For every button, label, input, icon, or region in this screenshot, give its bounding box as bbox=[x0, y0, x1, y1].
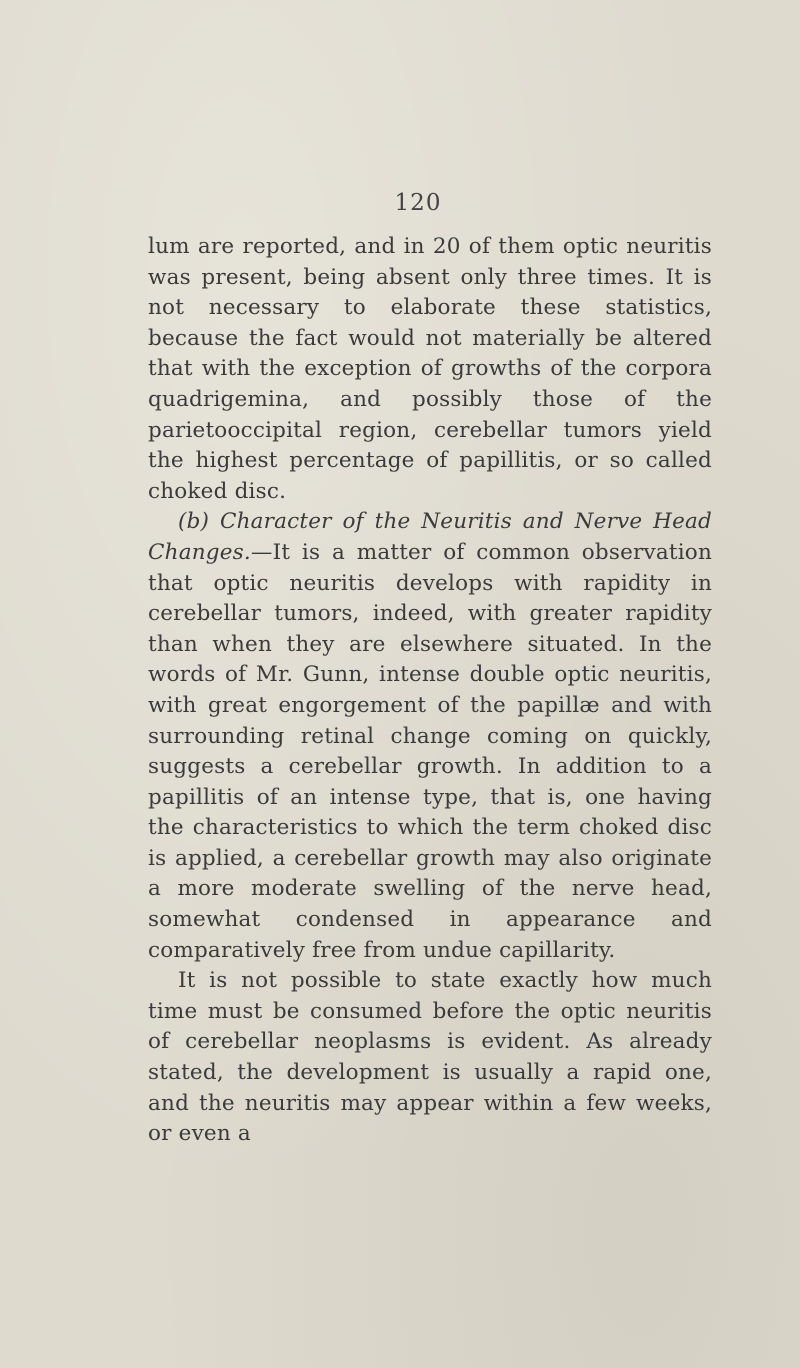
page-number: 120 bbox=[394, 190, 442, 216]
section-heading: (b) Character of the Neuritis and Nerve Head Changes. bbox=[148, 509, 712, 565]
body-text bbox=[148, 232, 712, 1150]
paragraph-3: It is not possible to state exactly how much time must be consumed before the optic neuritis of cerebellar neoplasms is evident. As already stated, the development is usually a rapid one, and the neuritis may appear within a few weeks, or even a bbox=[148, 968, 712, 1147]
paragraph-1: lum are reported, and in 20 of them optic neuritis was present, being absent only three times. It is not necessary to elaborate these statistics, because the fact would not materially be altered that with the exception of growths of the corpora quadrigemina, and possibly those of the parietooccipital region, cerebellar tumors yield the highest percentage of papillitis, or so called choked disc. bbox=[148, 234, 712, 504]
paragraph-2 bbox=[148, 507, 712, 966]
paragraph-2-body: —It is a matter of common observation that optic neuritis develops with rapidity in cerebellar tumors, indeed, with greater rapidity than when they are elsewhere situated. In the words of Mr. Gunn, intense double optic neuritis, with great engorgement of the papillæ and with surrounding retinal change coming on quickly, suggests a cerebellar growth. In addition to a papillitis of an intense type, that is, one having the characteristics to which the term choked disc is applied, a cerebellar growth may also originate a more moderate swelling of the nerve head, somewhat condensed in appearance and comparatively free from undue capillarity. bbox=[148, 539, 712, 963]
